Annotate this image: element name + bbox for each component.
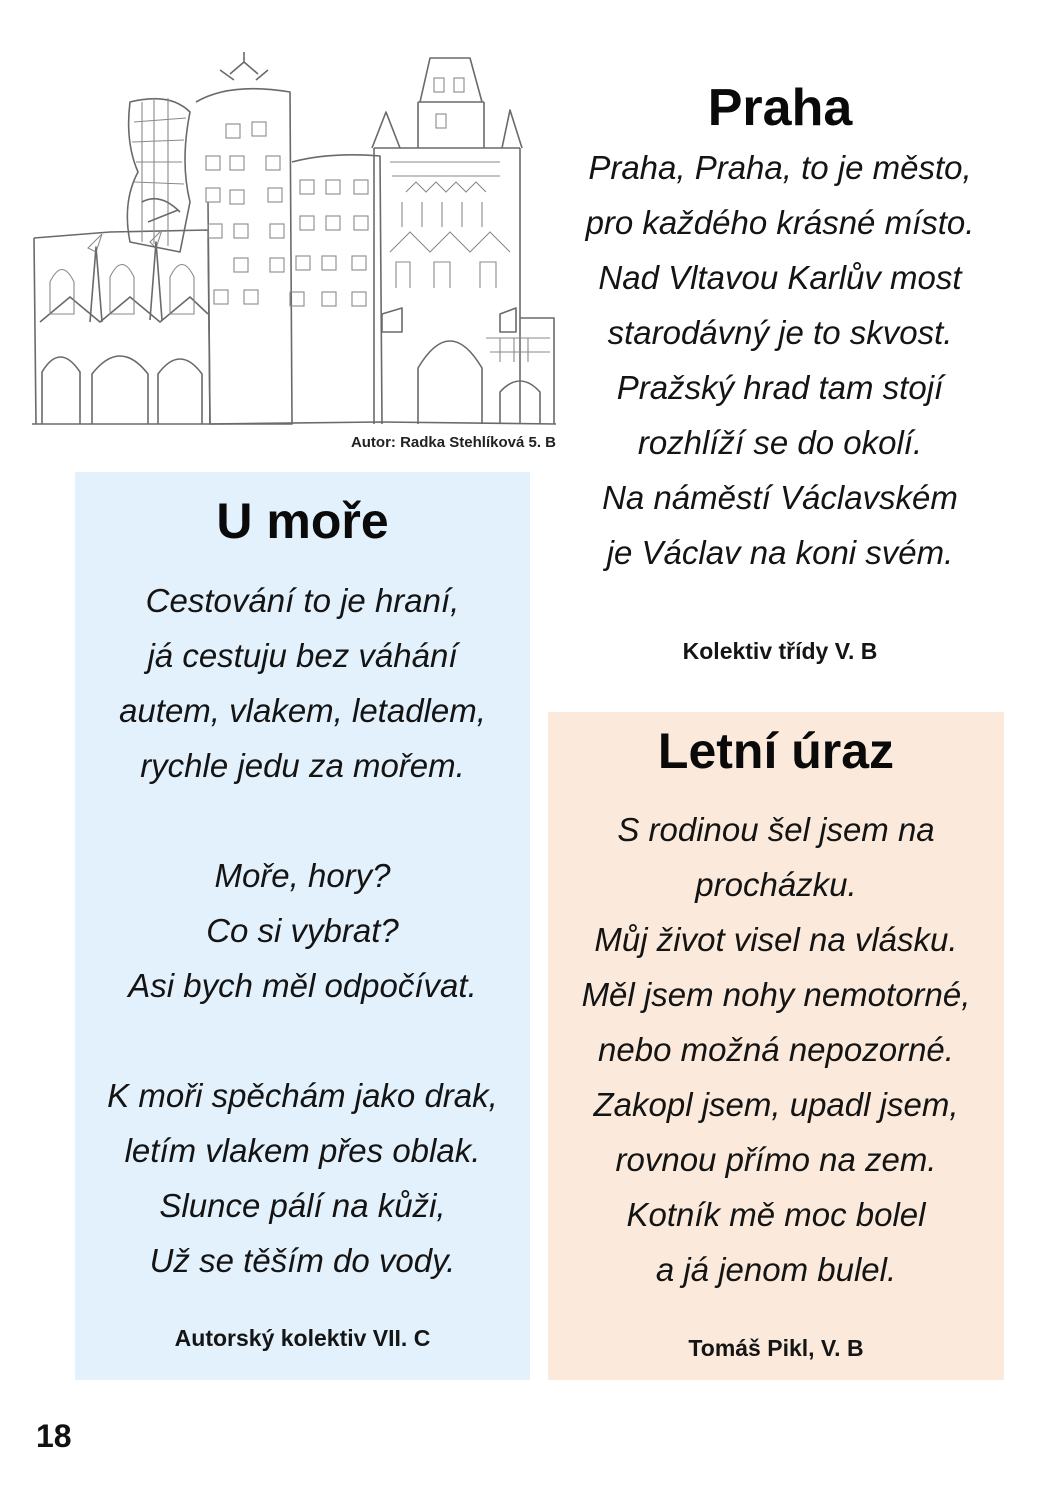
poem-line: nebo možná nepozorné.: [598, 1031, 954, 1068]
poem-body: [548, 802, 1004, 1297]
poem-line: starodávný je to skvost.: [607, 314, 953, 351]
poem-author: Tomáš Pikl, V. B: [688, 1335, 864, 1361]
poem-line: Na náměstí Václavském: [602, 479, 958, 516]
poem-body: [75, 573, 530, 1288]
poem-author: Autorský kolektiv VII. C: [174, 1325, 431, 1351]
poem-line: K moři spěchám jako drak,: [107, 1077, 498, 1114]
poem-line: Nad Vltavou Karlův most: [598, 259, 962, 296]
poem-line: Slunce pálí na kůži,: [159, 1187, 446, 1224]
poem-line: Asi bych měl odpočívat.: [128, 967, 477, 1004]
poem-line: Moře, hory?: [214, 857, 391, 894]
poem-line: procházku.: [695, 866, 857, 903]
poem-line: pro každého krásné místo.: [585, 204, 975, 241]
poem-author: Kolektiv třídy V. B: [682, 638, 878, 664]
poem-line: Kotník mě moc bolel: [626, 1196, 926, 1233]
page-number: 18: [36, 1418, 72, 1454]
poem-line: letím vlakem přes oblak.: [124, 1132, 481, 1169]
poem-line: já cestuju bez váhání: [147, 637, 458, 674]
poem-line: Měl jsem nohy nemotorné,: [581, 976, 971, 1013]
poem-line: Pražský hrad tam stojí: [616, 369, 944, 406]
poem-line: Zakopl jsem, upadl jsem,: [593, 1086, 959, 1123]
poem-line: Cestování to je hraní,: [145, 582, 460, 619]
poem-line: rovnou přímo na zem.: [615, 1141, 937, 1178]
poem-line: je Václav na koni svém.: [606, 534, 954, 571]
poem-title: U moře: [216, 493, 389, 549]
poem-line: rychle jedu za mořem.: [140, 747, 465, 784]
stanza-gap: [75, 1013, 530, 1068]
poem-title: Praha: [707, 79, 853, 137]
drawing-caption: Autor: Radka Stehlíková 5. B: [350, 434, 556, 451]
poem-line: Můj život visel na vlásku.: [594, 921, 958, 958]
prague-buildings-drawing: [30, 52, 558, 430]
poem-line: Co si vybrat?: [206, 912, 399, 949]
poem-line: rozhlíží se do okolí.: [637, 424, 923, 461]
poem-line: Praha, Praha, to je město,: [588, 149, 972, 186]
stanza-gap: [75, 793, 530, 848]
poem-title: Letní úraz: [657, 723, 895, 779]
poem-body: [560, 140, 1000, 580]
poem-line: autem, vlakem, letadlem,: [119, 692, 486, 729]
poem-line: a já jenom bulel.: [655, 1251, 897, 1288]
poem-line: Už se těším do vody.: [149, 1242, 456, 1279]
poem-line: S rodinou šel jsem na: [617, 811, 935, 848]
